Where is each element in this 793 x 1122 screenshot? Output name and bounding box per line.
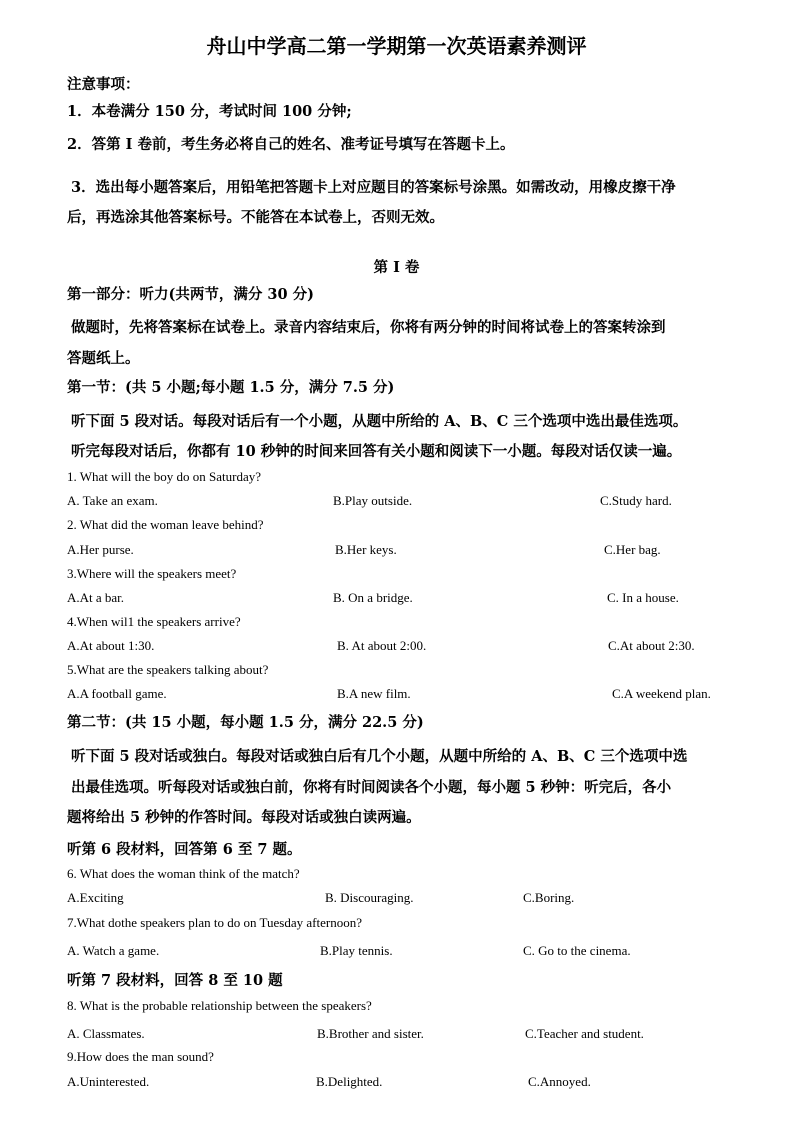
option-c: C. In a house.: [607, 590, 679, 605]
question-2: 2. What did the woman leave behind?: [67, 517, 264, 532]
section2-intro-line-3: 题将给出 5 秒钟的作答时间。每段对话或独白读两遍。: [67, 809, 421, 826]
option-a: A.At a bar.: [67, 590, 125, 605]
option-c: C.Study hard.: [600, 493, 672, 508]
section1-heading: 第一节：(共 5 小题;每小题 1.5 分，满分 7.5 分): [67, 379, 395, 396]
option-b: B. On a bridge.: [333, 590, 413, 605]
question-6: 6. What does the woman think of the match?: [67, 866, 300, 881]
part1-intro-line-1: 做题时，先将答案标在试卷上。录音内容结束后，你将有两分钟的时间将试卷上的答案转涂到: [71, 319, 666, 336]
option-c: C.At about 2:30.: [608, 638, 695, 653]
option-b: B. Discouraging.: [325, 890, 414, 905]
option-a: A.A football game.: [67, 686, 167, 701]
option-b: B.Brother and sister.: [317, 1026, 424, 1041]
option-a: A. Take an exam.: [67, 493, 158, 508]
option-a: A.At about 1:30.: [67, 638, 155, 653]
option-b: B.Play outside.: [333, 493, 413, 508]
section1-intro-line-2: 听完每段对话后，你都有 10 秒钟的时间来回答有关小题和阅读下一小题。每段对话仅读一遍。: [71, 443, 682, 460]
option-a: A.Exciting: [67, 890, 124, 905]
question-7: 7.What dothe speakers plan to do on Tuesday afternoon?: [67, 915, 362, 930]
option-b: B. At about 2:00.: [337, 638, 427, 653]
question-4: 4.When wil1 the speakers arrive?: [67, 614, 241, 629]
option-b: B.Delighted.: [316, 1074, 383, 1089]
option-b: B.Her keys.: [335, 542, 397, 557]
option-b: B.A new film.: [337, 686, 411, 701]
option-c: C.Annoyed.: [528, 1074, 591, 1089]
question-1: 1. What will the boy do on Saturday?: [67, 469, 262, 484]
section2-intro-line-1: 听下面 5 段对话或独白。每段对话或独白后有几个小题，从题中所给的 A、B、C 三个选项中选: [71, 748, 688, 765]
material-6-heading: 听第 6 段材料，回答第 6 至 7 题。: [67, 841, 302, 858]
question-9: 9.How does the man sound?: [67, 1049, 214, 1064]
page-title: 舟山中学高二第一学期第一次英语素养测评: [206, 34, 587, 58]
part1-intro-line-2: 答题纸上。: [67, 350, 140, 367]
option-c: C. Go to the cinema.: [523, 943, 631, 958]
option-c: C.A weekend plan.: [612, 686, 711, 701]
option-c: C.Boring.: [523, 890, 575, 905]
question-3: 3.Where will the speakers meet?: [67, 566, 237, 581]
notice-item-1: 1．本卷满分 150 分，考试时间 100 分钟;: [67, 103, 352, 120]
notice-item-3-line-1: 3．选出每小题答案后，用铅笔把答题卡上对应题目的答案标号涂黑。如需改动，用橡皮擦干净: [71, 179, 676, 196]
option-a: A. Watch a game.: [67, 943, 160, 958]
question-8: 8. What is the probable relationship between the speakers?: [67, 998, 372, 1013]
material-7-heading: 听第 7 段材料，回答 8 至 10 题: [67, 972, 283, 989]
option-a: A. Classmates.: [67, 1026, 145, 1041]
notice-item-3-line-2: 后，再选涂其他答案标号。不能答在本试卷上，否则无效。: [67, 209, 444, 226]
section2-heading: 第二节：(共 15 小题，每小题 1.5 分，满分 22.5 分): [67, 714, 424, 731]
question-5: 5.What are the speakers talking about?: [67, 662, 269, 677]
part1-heading: 第一部分：听力(共两节，满分 30 分): [67, 286, 314, 303]
option-c: C.Teacher and student.: [525, 1026, 644, 1041]
option-b: B.Play tennis.: [320, 943, 393, 958]
option-a: A.Uninterested.: [67, 1074, 150, 1089]
section2-intro-line-2: 出最佳选项。听每段对话或独白前，你将有时间阅读各个小题，每小题 5 秒钟：听完后，各小: [71, 779, 672, 796]
section1-intro-line-1: 听下面 5 段对话。每段对话后有一个小题，从题中所给的 A、B、C 三个选项中选出最佳选项。: [71, 413, 688, 430]
volume-title: 第 I 卷: [373, 259, 420, 276]
option-c: C.Her bag.: [604, 542, 661, 557]
option-a: A.Her purse.: [67, 542, 134, 557]
notice-heading: 注意事项：: [67, 76, 140, 93]
notice-item-2: 2．答第 I 卷前，考生务必将自己的姓名、准考证号填写在答题卡上。: [67, 136, 515, 153]
